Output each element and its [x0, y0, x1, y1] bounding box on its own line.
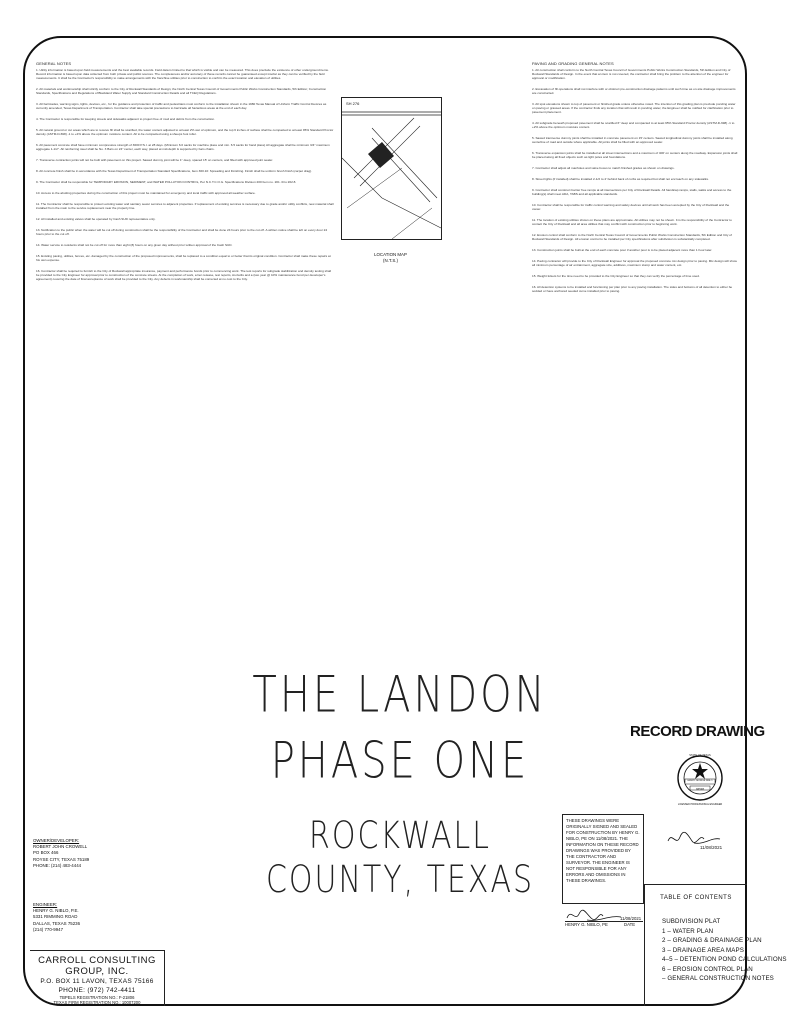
owner-name: ROBERT JOHN CROWELL — [33, 844, 88, 850]
paving-note: 6. Transverse expansion joints shall be installed at all street intersections and a maximum of 400' on centers along the roadway. Expansion joints shall be placed along all fixed objects such as light poles and foundations. — [532, 151, 738, 159]
paving-note: 12. Erosion control shall conform to the North Central Texas Council of Governments Public Works Construction Standards, 5th Edition and City of Rockwall Standards of Design. All erosion control to be installed per City specifications after subdivision is substantially completed. — [532, 233, 732, 241]
signature-name: HENRY G. NIBLO, PE — [565, 921, 608, 927]
general-note: 7. Transverse contraction joints will not be built with pavement on this project. Sawed dummy joint will be 1" deep, spaced 15' on centers, and filled with approved joint sealer. — [36, 158, 274, 162]
general-note: 1. Utility information is based upon field measurements and the best available records. Field data is limited to that which is visible and can be measured. This does preclude the existence of other underground items. Record information is based upon data collected from both private and public sources. The completeness and/or accuracy of these records cannot be guaranteed except insofar as they can be verified by the field measurements. It shall be the Contractor's responsibility to make arrangements with the franchise utilities prior to construction to confirm the exact location and elevation of utilities. — [36, 68, 329, 80]
seal-name: HENRY GEORGE NIBLO — [687, 780, 713, 782]
general-note: 9. The Contractor shall be responsible for TEMPORARY EROSION, SEDIMENT, and WATER POLLUTION CONTROL, Per N.C.T.C.O.G. Specifications Division 200 Item no. 201. thru 202.8. — [36, 180, 297, 184]
toc-item: 6 – EROSION CONTROL PLAN — [662, 965, 753, 973]
location-map — [341, 97, 442, 240]
seal-signature-date: 11/08/2021 — [700, 845, 723, 850]
paving-notes-heading: PAVING AND GRADING GENERAL NOTES — [532, 61, 614, 66]
engineer-address: 5331 RIMMING ROAD — [33, 914, 78, 920]
owner-city: ROYSE CITY, TEXAS 75189 — [33, 856, 90, 862]
engineer-heading: ENGINEER: — [33, 902, 58, 907]
toc-item: 4–5 – DETENTION POND CALCULATIONS — [662, 956, 787, 963]
toc-title: TABLE OF CONTENTS — [660, 895, 732, 901]
location-map-scale: (N.T.S.) — [383, 258, 398, 263]
paving-note: 11. The location of existing utilities shown on these plans are approximate. All utilities may not be shown. It is the responsibility of the Contractor to contact the City of Rockwall and all area utilities that may conflict with construction prior to beginning work. — [532, 218, 732, 226]
seal-bottom-text: LICENSED PROFESSIONAL ENGINEER — [677, 803, 723, 806]
general-note: 4. The Contractor is responsible for keeping streets and sidewalks adjacent to project free of mud and debris from the construction. — [36, 117, 215, 121]
engineer-signature-block — [562, 898, 644, 932]
general-note: 12. All installed and existing valves shall be operated by Cash SUD representative only. — [36, 217, 156, 221]
paving-note: 13. Construction joints shall be built at the end of each concrete pour if another pour is to be placed adjacent more than 1 hour later. — [532, 248, 713, 252]
general-note: 16. Contractor shall be required to furnish to the City of Rockwall appropriate insurance, payment and performance bonds prior to commencing work. The test reports for subgrade stabilization and density testing shall be provided to the City Engineer for approval prior to construction of the concrete streets. At the completion of work, a lien release, test reports, As-builts and a (two year @ 10% maintenance bond per developer's agreement) covering the date of final acceptance of work shall be provided to the City. Any defects in workmanship shall be corrected at no cost to the City. — [36, 269, 332, 281]
general-note: 6. All pavement concrete shall have minimum compressive strength of 3600 P.S.I. at 28 days. (Minimum 6.0 sacks for machine place and min. 6.5 sacks for hand place) All aggregate shall be minimum 3/4" maximum aggregate 1-1/2". All reinforcing steel shall be No. 3 Bars on 24" center, each way, placed at mid-depth & supported by bars chairs. — [36, 143, 330, 151]
toc-item: 2 – GRADING & DRAINAGE PLAN — [662, 937, 762, 944]
paving-note: 2. Excavation of fill operations shall not interfere with or obstruct pre-construction drainage patterns until such time as on-site drainage improvements are constructed. — [532, 87, 736, 95]
owner-box: PO BOX 466 — [33, 850, 59, 856]
signature-date-label: DATE — [624, 921, 636, 927]
general-note: 2. All materials and workmanship shall strictly conform to the City of Rockwall Standards of Design; the North Central Texas Council of Governments Public Works Construction Standards, 5th Edition; Construction Standards, Specifications and Regulations of Blackland Water Supply and Standard Construction Details and all TCEQ Regulations. — [36, 87, 327, 95]
engineer-name: HENRY G. NIBLO, P.E. — [33, 908, 79, 914]
road-label: SH 276 — [346, 101, 360, 106]
paving-note: 1. All construction shall conform to the North Central Texas Council of Governments Public Works Construction Standards, 5th Edition and City of Rockwall Standards of Design. In the event that an item is not covered, the contractor shall bring the problem to the attention of the engineer for approval or modification. — [532, 68, 731, 80]
record-statement: THESE DRAWINGS WERE ORIGINALLY SIGNED AND SEALED FOR CONSTRUCTION BY HENRY G. NIBLO, PE ON 11/08/2021. THE INFORMATION ON THESE RECORD DRAWINGS WAS PROVIDED BY THE CONTRACTOR AND SURVEYOR. THE ENGINEER IS NOT RESPONSIBLE FOR ANY ERRORS AND OMISSIONS IN THESE DRAWINGS. — [562, 814, 644, 904]
project-title: THE LANDON — [252, 666, 548, 724]
engineer-seal-icon — [676, 754, 724, 802]
paving-notes-list — [532, 68, 738, 300]
location-map-drawing — [342, 98, 441, 239]
general-notes-heading: GENERAL NOTES — [36, 61, 72, 66]
paving-note: 16. All detention systems to be installed and functioning per plan prior to any paving installation. The sides and bottoms of all detention to either be sodded or have anchored seeded curve installed prior to paving. — [532, 285, 733, 293]
location-map-label: LOCATION MAP — [374, 252, 407, 257]
owner-phone: PHONE: (214) 483-4444 — [33, 862, 82, 868]
toc-item: 3 – DRAINAGE AREA MAPS — [662, 946, 744, 954]
seal-top-text: STATE OF TEXAS — [689, 754, 711, 757]
general-note: 13. Notification to the public when the water will be cut off during construction shall be the responsibility of the Contractor and shall be done 24 hours prior to the cut off. A written notice shall be left on every door 24 hours prior to the cut off. — [36, 228, 328, 236]
toc-item: 1 – WATER PLAN — [662, 927, 714, 935]
toc-item: – GENERAL CONSTRUCTION NOTES — [662, 975, 774, 982]
general-notes-list — [36, 68, 334, 288]
general-note: 8. All concrete finish shall be in accordance with the Texas Department of Transportation Standard Specifications, Item 360.10: Spreading and Finishing. Finish shall be uniform brush finish (carpet drag). — [36, 169, 312, 173]
owner-block — [33, 838, 89, 869]
firm-name: CARROLL CONSULTING GROUP, INC. — [38, 955, 156, 977]
paving-note: 10. Contractor shall be responsible for traffic control warning and safety devices until all work has been accepted by the City of Rockwall and the owner. — [532, 203, 730, 211]
general-note: 5. All natural ground or cut areas which are to receive fill shall be scarified, the water content adjusted to at least 2% wet of optimum, and the top 6 inches of surface shall be compacted to at least 95% Standard Proctor density (ASTM-D-698) -1 to +2% above the optimum moisture content. All to be compacted using a sheeps foot roller. — [36, 128, 334, 136]
paving-note: 14. Paving contractor will provide to the City of Rockwall Engineer for approval the proposed concrete mix design prior to paving. Mix design will show all minimum percentage of air entrainment, aggregate size, additives, maximum slump and water content, etc. — [532, 259, 737, 267]
firm-registration: TEXAS FIRM REGISTRATION NO.: 10007200 — [53, 1000, 141, 1006]
paving-note: 4. All subgrade beneath proposed pavement shall be scarified 6" deep and compacted to at least 95% Standard Proctor density (ASTM-D-698) -1 to +2% above the optimum moisture content. — [532, 121, 735, 129]
general-note: 11. The Contractor shall be responsible to protect existing water and sanitary sewer services to adjacent properties. If replacement of existing services is necessary due to grade and/or utility conflicts, new material shall installed from the main to the service replacement near the property line. — [36, 202, 334, 210]
paving-note: 5. Sawed transverse dummy joints shall be installed in concrete pavement on 15' centers. Sawed longitudinal dummy joints shall be installed along centerline of road and outside where applicable. All joints shall be filled with an approved sealer. — [532, 136, 733, 144]
firm-phone: PHONE: (972) 742-4411 — [58, 987, 136, 994]
project-phase: PHASE ONE — [270, 732, 530, 790]
general-note: 14. Water service to residents shall not be cut off for more than eight (8) hours on any given day without prior written approval of the Cash SUD. — [36, 243, 233, 247]
seal-number: 66538 — [696, 786, 704, 791]
general-note: 3. All barricades, warning signs, lights, devices, etc., for the guidance and protection of traffic and pedestrians must conform to the installation shown in the 1980 Texas Manual of Uniform Traffic Control Devices as currently amended, Texas Department of Transportation. Contractor shall take special precautions to barricade all hazardous areas at the end of each day. — [36, 102, 327, 110]
firm-address: P.O. BOX 11 LAVON, TEXAS 75166 — [40, 978, 154, 985]
paving-note: 3. All spot elevations shown to top of pavement or finished grade unless otherwise noted. The intention of this grading plan is preclude ponding water on paving or grassed areas. If the contractor finds any location that will result in ponding water, the Engineer shall be notified for clarification prior to pavement placement. — [532, 102, 736, 114]
record-drawing-label: RECORD DRAWING — [630, 723, 765, 740]
toc-item: SUBDIVISION PLAT — [662, 918, 721, 925]
project-county: ROCKWALL COUNTY, TEXAS — [265, 814, 535, 902]
general-note: 10. Access to the abutting properties during the construction of this project must be maintained for emergency and local traffic with approved all-weather surface. — [36, 191, 256, 195]
firm-block — [30, 950, 165, 1006]
paving-note: 15. Weight tickets for the time need to be provided to the City Engineer so that they can verify the percentage of lime used. — [532, 274, 700, 278]
firm-registration: TBPELS REGISTRATION NO.: F-21806 — [59, 995, 135, 1000]
engineer-phone: (214) 770-9947 — [33, 926, 64, 932]
paving-note: 7. Contractor shall adjust all manholes and valve boxes to match finished grades as shown on drawings. — [532, 166, 675, 170]
signature-date: 11/08/2021 — [620, 916, 642, 921]
paving-note: 8. Street lights (if installed) shall be installed 2-1/2 to 4' behind back of curbs as required but shall not encroach on any sidewalks. — [532, 177, 709, 181]
location-map-title — [341, 252, 440, 264]
engineer-city: DALLAS, TEXAS 75236 — [33, 920, 81, 926]
owner-heading: OWNER/DEVELOPER: — [33, 838, 80, 843]
engineer-block — [33, 902, 80, 933]
table-of-contents — [644, 884, 787, 1006]
general-note: 15. Existing paving, utilities, fences, etc. damaged by the construction of the proposed improvements, shall be replaced to a condition equal to or better that its original condition. Contractor shall make these repairs at his own expense. — [36, 254, 331, 262]
paving-note: 9. Contractor shall construct barrier free ramps at all intersections per City of Rockwall Details. All handicap ramps, stalls, walks and access to the building(s) shall meet ADA, TABS and all applicable standards. — [532, 188, 732, 196]
